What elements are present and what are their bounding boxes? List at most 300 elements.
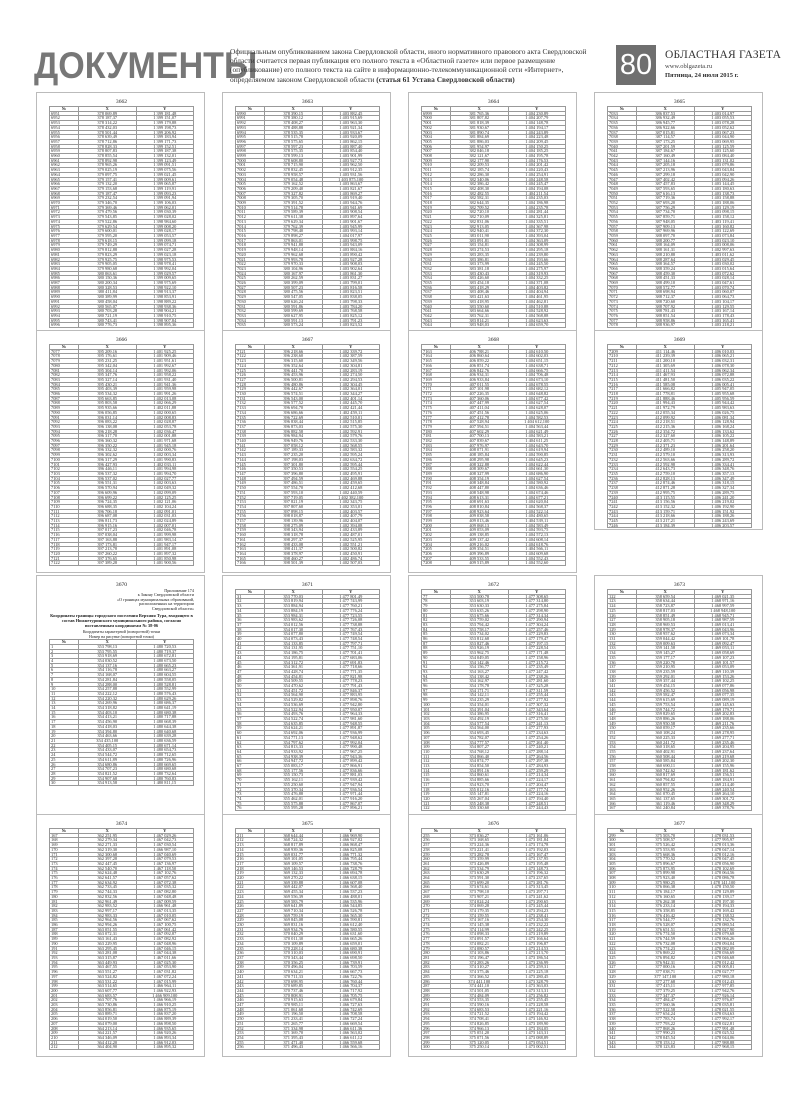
x-coordinate: 379 925,75 xyxy=(79,257,137,262)
y-coordinate: 1 473 194,42 xyxy=(508,1012,566,1017)
y-coordinate: 1 402 440,59 xyxy=(322,490,380,495)
point-number: 7060 xyxy=(608,238,637,243)
point-number: 7155 xyxy=(236,509,265,514)
y-coordinate: 1 466 488,01 xyxy=(322,894,380,899)
y-coordinate: 1 480 720,53 xyxy=(136,644,194,649)
point-number: 72 xyxy=(236,787,265,792)
y-coordinate: 1 473 242,25 xyxy=(508,927,566,932)
y-coordinate: 1 403 129,55 xyxy=(694,304,752,309)
x-coordinate: 383 948,03 xyxy=(451,323,509,328)
y-coordinate: 1 478 102,69 xyxy=(694,866,752,871)
x-coordinate: 383 091,81 xyxy=(451,238,509,243)
x-coordinate: 395 347,76 xyxy=(79,373,137,378)
y-coordinate: 1 469 053,11 xyxy=(694,646,752,651)
point-number: 7213 xyxy=(608,368,637,373)
x-coordinate: 397 235,20 xyxy=(265,453,323,458)
coordinates-table xyxy=(421,344,566,566)
x-coordinate: 397 017,23 xyxy=(79,528,137,533)
y-coordinate: 1 402 283,19 xyxy=(322,368,380,373)
point-number: 232 xyxy=(236,932,265,937)
y-coordinate: 1 477 943,36 xyxy=(322,754,380,759)
x-coordinate: 373 591,30 xyxy=(451,876,509,881)
point-number: 7211 xyxy=(608,359,637,364)
x-coordinate: 379 543,85 xyxy=(79,215,137,220)
y-coordinate: 1 467 046,15 xyxy=(136,946,194,951)
point-number: 7019 xyxy=(422,205,451,210)
point-number: 179 xyxy=(50,890,79,895)
x-coordinate: 408 810,84 xyxy=(451,504,509,509)
y-coordinate: 1 480 640,68 xyxy=(136,729,194,734)
y-coordinate: 1 467 030,54 xyxy=(136,843,194,848)
point-number: 7147 xyxy=(236,471,265,476)
point-number: 224 xyxy=(236,894,265,899)
y-coordinate: 1 405 944,42 xyxy=(694,401,752,406)
y-coordinate: 1 399 152,51 xyxy=(136,144,194,149)
x-coordinate: 376 160,65 xyxy=(637,894,695,899)
y-coordinate: 1 404 176,53 xyxy=(508,158,566,163)
x-coordinate: 369 710,34 xyxy=(265,908,323,913)
y-coordinate: 1 401 951,61 xyxy=(136,359,194,364)
point-number: 226 xyxy=(236,904,265,909)
y-coordinate: 1 473 313,45 xyxy=(508,885,566,890)
document-box xyxy=(594,814,763,1057)
point-number: 220 xyxy=(236,876,265,881)
y-coordinate: 1 477 748,54 xyxy=(322,637,380,642)
x-coordinate: 378 432,03 xyxy=(79,125,137,130)
y-coordinate: 1 477 177,74 xyxy=(508,787,566,792)
point-number: 33 xyxy=(236,604,265,609)
point-number: 7220 xyxy=(608,401,637,406)
point-number: 230 xyxy=(236,923,265,928)
x-coordinate: 378 832,45 xyxy=(265,168,323,173)
y-coordinate: 1 398 984,60 xyxy=(136,219,194,224)
point-number: 7091 xyxy=(50,415,79,420)
x-coordinate: 354 885,66 xyxy=(451,778,509,783)
x-coordinate: 412 759,10 xyxy=(637,471,695,476)
x-coordinate: 388 359,24 xyxy=(637,266,695,271)
point-number: 5 xyxy=(50,663,79,668)
x-coordinate: 375 980,25 xyxy=(637,880,695,885)
y-coordinate: 1 404 590,85 xyxy=(508,453,566,458)
x-coordinate: 377 147,100 xyxy=(637,974,695,979)
y-coordinate: 1 467 044,38 xyxy=(136,951,194,956)
x-coordinate: 353 795,55 xyxy=(79,649,137,654)
x-coordinate: 354 544,72 xyxy=(79,753,137,758)
x-coordinate: 359 009,63 xyxy=(637,641,695,646)
point-number: 298 xyxy=(422,1035,451,1040)
y-coordinate: 1 402 579,76 xyxy=(322,434,380,439)
x-coordinate: 359 141,58 xyxy=(637,646,695,651)
x-coordinate: 377 038,71 xyxy=(637,970,695,975)
point-number: 7110 xyxy=(50,504,79,509)
point-number: 7012 xyxy=(236,215,265,220)
y-coordinate: 1 467 031,82 xyxy=(136,970,194,975)
x-coordinate: 354 821,52 xyxy=(79,771,137,776)
y-coordinate: 1 473 241,62 xyxy=(508,894,566,899)
y-coordinate: 1 469 156,51 xyxy=(694,773,752,778)
y-coordinate: 1 469 077,86 xyxy=(694,684,752,689)
point-number: 6983 xyxy=(50,262,79,267)
y-coordinate: 1 398 978,41 xyxy=(136,262,194,267)
column-header: X xyxy=(637,829,695,834)
y-coordinate: 1 467 015,99 xyxy=(136,979,194,984)
point-number: 222 xyxy=(236,885,265,890)
point-number: 7154 xyxy=(236,504,265,509)
x-coordinate: 378 715,90 xyxy=(265,163,323,168)
x-coordinate: 397 376,65 xyxy=(79,556,137,561)
point-number: 138 xyxy=(608,669,637,674)
page-number: 80 xyxy=(616,45,656,85)
x-coordinate: 395 342,04 xyxy=(79,363,137,368)
y-coordinate: 1 469 013,41 xyxy=(694,622,752,627)
y-coordinate: 1 402 487,01 xyxy=(322,533,380,538)
point-number: 6973 xyxy=(50,215,79,220)
x-coordinate: 354 454,81 xyxy=(265,674,323,679)
y-coordinate: 1 403 831,27 xyxy=(322,276,380,281)
point-number: 7037 xyxy=(608,130,637,135)
y-coordinate: 1 469 219,68 xyxy=(694,754,752,759)
y-coordinate: 1 403 908,03 xyxy=(322,262,380,267)
y-coordinate: 1 477 718,66 xyxy=(322,665,380,670)
point-number: 7145 xyxy=(236,462,265,467)
point-number: 191 xyxy=(50,946,79,951)
x-coordinate: 362 279,34 xyxy=(79,838,137,843)
y-coordinate: 1 469 278,95 xyxy=(694,731,752,736)
point-number: 25 xyxy=(50,757,79,762)
y-coordinate: 1 402 407,79 xyxy=(322,514,380,519)
point-number: 337 xyxy=(608,1012,637,1017)
point-number: 7222 xyxy=(608,410,637,415)
point-number: 310 xyxy=(608,885,637,890)
x-coordinate: 364 412,20 xyxy=(79,1040,137,1045)
point-number: 7137 xyxy=(236,424,265,429)
x-coordinate: 355 162,11 xyxy=(265,778,323,783)
point-number: 7104 xyxy=(50,476,79,481)
x-coordinate: 376 651,51 xyxy=(637,927,695,932)
point-number: 212 xyxy=(236,838,265,843)
point-number: 7026 xyxy=(236,281,265,286)
x-coordinate: 362 832,56 xyxy=(79,894,137,899)
point-number: 7067 xyxy=(608,271,637,276)
y-coordinate: 1 480 671,14 xyxy=(136,743,194,748)
y-coordinate: 1 478 194,33 xyxy=(694,904,752,909)
x-coordinate: 370 711,33 xyxy=(265,974,323,979)
point-number: 343 xyxy=(608,1040,637,1045)
y-coordinate: 1 477 723,55 xyxy=(322,613,380,618)
point-number: 7136 xyxy=(236,420,265,425)
x-coordinate: 362 983,52 xyxy=(79,904,137,909)
x-coordinate: 381 807,82 xyxy=(451,116,509,121)
point-number: 6969 xyxy=(50,196,79,201)
x-coordinate: 378 488,88 xyxy=(265,125,323,130)
x-coordinate: 379 522,86 xyxy=(79,219,137,224)
point-number: 7038 xyxy=(608,135,637,140)
y-coordinate: 1 402 382,100 xyxy=(322,495,380,500)
y-coordinate: 1 466 705,75 xyxy=(322,993,380,998)
point-number: 9 xyxy=(50,682,79,687)
point-number: 6976 xyxy=(50,229,79,234)
point-number: 92 xyxy=(422,665,451,670)
point-number: 253 xyxy=(236,1031,265,1036)
y-coordinate: 1 405 947,05 xyxy=(694,387,752,392)
point-number: 7128 xyxy=(236,382,265,387)
column-header: X xyxy=(265,345,323,350)
point-number: 78 xyxy=(422,599,451,604)
y-coordinate: 1 403 993,14 xyxy=(322,229,380,234)
document-number: 3668 xyxy=(487,337,500,343)
x-coordinate: 362 961,49 xyxy=(79,899,137,904)
y-coordinate: 1 466 612,40 xyxy=(322,923,380,928)
y-coordinate: 1 404 677,42 xyxy=(508,396,566,401)
x-coordinate: 371 196,50 xyxy=(265,1012,323,1017)
y-coordinate: 1 469 107,23 xyxy=(694,655,752,660)
point-number: 7010 xyxy=(236,205,265,210)
point-number: 7018 xyxy=(422,201,451,206)
x-coordinate: 354 077,80 xyxy=(265,632,323,637)
x-coordinate: 396 350,22 xyxy=(79,443,137,448)
point-number: 311 xyxy=(608,890,637,895)
x-coordinate: 379 600,01 xyxy=(79,229,137,234)
y-coordinate: 1 477 939,42 xyxy=(322,778,380,783)
point-number: 7038 xyxy=(422,295,451,300)
point-number: 44 xyxy=(236,655,265,660)
y-coordinate: 1 402 053,78 xyxy=(136,424,194,429)
x-coordinate: 408 548,98 xyxy=(451,490,509,495)
x-coordinate: 388 287,64 xyxy=(637,257,695,262)
y-coordinate: 1 402 024,89 xyxy=(136,519,194,524)
point-number: 12 xyxy=(50,696,79,701)
y-coordinate: 1 406 219,02 xyxy=(694,500,752,505)
y-coordinate: 1 398 922,10 xyxy=(136,285,194,290)
point-number: 213 xyxy=(236,843,265,848)
point-number: 196 xyxy=(50,970,79,975)
x-coordinate: 369 831,16 xyxy=(265,923,323,928)
x-coordinate: 354 854,50 xyxy=(451,764,509,769)
y-coordinate: 1 477 760,21 xyxy=(322,604,380,609)
point-number: 7015 xyxy=(236,229,265,234)
x-coordinate: 363 707,76 xyxy=(79,998,137,1003)
x-coordinate: 374 069,28 xyxy=(451,904,509,909)
x-coordinate: 408 613,31 xyxy=(451,495,509,500)
point-number: 7197 xyxy=(422,509,451,514)
x-coordinate: 383 283,35 xyxy=(451,252,509,257)
x-coordinate: 382 644,35 xyxy=(451,201,509,206)
y-coordinate: 1 404 207,79 xyxy=(508,116,566,121)
point-number: 102 xyxy=(422,712,451,717)
x-coordinate: 369 031,77 xyxy=(265,852,323,857)
y-coordinate: 1 406 148,89 xyxy=(694,439,752,444)
y-coordinate: 1 404 295,18 xyxy=(508,248,566,253)
y-coordinate: 1 401 945,18 xyxy=(136,443,194,448)
y-coordinate: 1 402 013,08 xyxy=(136,396,194,401)
x-coordinate: 371 496,43 xyxy=(265,1045,323,1050)
y-coordinate: 1 477 288,14 xyxy=(508,749,566,754)
x-coordinate: 378 712,86 xyxy=(79,139,137,144)
coordinates-table xyxy=(607,106,752,328)
y-coordinate: 1 404 528,92 xyxy=(508,309,566,314)
point-number: 65 xyxy=(236,754,265,759)
y-coordinate: 1 399 065,87 xyxy=(136,182,194,187)
y-coordinate: 1 402 412,68 xyxy=(322,486,380,491)
point-number: 7009 xyxy=(422,158,451,163)
point-number: 7008 xyxy=(236,196,265,201)
y-coordinate: 1 477 992,04 xyxy=(322,740,380,745)
y-coordinate: 1 477 261,40 xyxy=(508,740,566,745)
x-coordinate: 413 218,66 xyxy=(637,514,695,519)
x-coordinate: 362 251,95 xyxy=(79,833,137,838)
y-coordinate: 1 478 034,63 xyxy=(694,1012,752,1017)
point-number: 262 xyxy=(422,866,451,871)
y-coordinate: 1 469 101,57 xyxy=(694,660,752,665)
column-header: Y xyxy=(508,590,566,595)
point-number: 7206 xyxy=(422,551,451,556)
point-number: 7153 xyxy=(236,500,265,505)
point-number: 7051 xyxy=(608,196,637,201)
point-number: 136 xyxy=(608,660,637,665)
y-coordinate: 1 477 948,62 xyxy=(322,735,380,740)
point-number: 83 xyxy=(422,622,451,627)
y-coordinate: 1 399 009,61 xyxy=(136,177,194,182)
point-number: 206 xyxy=(50,1017,79,1022)
x-coordinate: 354 386,95 xyxy=(451,712,509,717)
y-coordinate: 1 402 036,47 xyxy=(136,429,194,434)
x-coordinate: 375 896,67 xyxy=(637,861,695,866)
y-coordinate: 1 468 987,59 xyxy=(694,618,752,623)
x-coordinate: 354 564,90 xyxy=(265,693,323,698)
document-box xyxy=(408,92,577,335)
x-coordinate: 380 458,04 xyxy=(79,299,137,304)
x-coordinate: 369 132,33 xyxy=(265,871,323,876)
point-number: 7140 xyxy=(236,439,265,444)
table-row xyxy=(236,1045,380,1050)
x-coordinate: 380 547,05 xyxy=(265,295,323,300)
y-coordinate: 1 402 091,01 xyxy=(136,509,194,514)
point-number: 7196 xyxy=(422,504,451,509)
y-coordinate: 1 477 204,47 xyxy=(508,782,566,787)
x-coordinate: 413 156,56 xyxy=(637,500,695,505)
x-coordinate: 354 116,78 xyxy=(79,668,137,673)
y-coordinate: 1 403 052,62 xyxy=(694,125,752,130)
x-coordinate: 378 597,23 xyxy=(265,144,323,149)
y-coordinate: 1 477 964,33 xyxy=(322,712,380,717)
y-coordinate: 1 477 995,97 xyxy=(694,838,752,843)
y-coordinate: 1 406 192,90 xyxy=(694,504,752,509)
x-coordinate: 377 560,36 xyxy=(637,1003,695,1008)
x-coordinate: 412 354,72 xyxy=(637,429,695,434)
point-number: 269 xyxy=(422,899,451,904)
point-number: 309 xyxy=(608,880,637,885)
point-number: 319 xyxy=(608,927,637,932)
point-number: 155 xyxy=(608,749,637,754)
x-coordinate: 397 494,59 xyxy=(265,476,323,481)
point-number: 153 xyxy=(608,740,637,745)
x-coordinate: 412 563,66 xyxy=(637,457,695,462)
point-number: 6993 xyxy=(50,309,79,314)
document-box xyxy=(594,575,763,818)
point-number: 7029 xyxy=(236,295,265,300)
point-number: 6990 xyxy=(236,111,265,116)
y-coordinate: 1 404 230,89 xyxy=(508,111,566,116)
point-number: 70 xyxy=(236,778,265,783)
y-coordinate: 1 466 568,40 xyxy=(322,885,380,890)
column-header: X xyxy=(637,590,695,595)
y-coordinate: 1 477 701,41 xyxy=(322,651,380,656)
point-number: 258 xyxy=(422,847,451,852)
point-number: 85 xyxy=(422,632,451,637)
point-number: 6994 xyxy=(50,313,79,318)
point-number: 57 xyxy=(236,716,265,721)
point-number: 148 xyxy=(608,716,637,721)
point-number: 68 xyxy=(236,768,265,773)
y-coordinate: 1 403 094,26 xyxy=(694,177,752,182)
x-coordinate: 396 577,52 xyxy=(265,401,323,406)
point-number: 203 xyxy=(50,1003,79,1008)
y-coordinate: 1 477 683,06 xyxy=(322,655,380,660)
y-coordinate: 1 469 204,95 xyxy=(694,745,752,750)
x-coordinate: 379 905,05 xyxy=(79,262,137,267)
y-coordinate: 1 466 739,91 xyxy=(322,960,380,965)
x-coordinate: 370 310,03 xyxy=(265,951,323,956)
x-coordinate: 360 508,44 xyxy=(637,754,695,759)
point-number: 333 xyxy=(608,993,637,998)
y-coordinate: 1 401 992,67 xyxy=(136,363,194,368)
y-coordinate: 1 466 704,37 xyxy=(322,984,380,989)
point-number: 332 xyxy=(608,988,637,993)
point-number: 7029 xyxy=(422,252,451,257)
point-number: 91 xyxy=(422,660,451,665)
y-coordinate: 1 402 495,91 xyxy=(322,471,380,476)
y-coordinate: 1 478 035,81 xyxy=(694,1003,752,1008)
y-coordinate: 1 473 143,31 xyxy=(508,1031,566,1036)
y-coordinate: 1 401 947,17 xyxy=(136,542,194,547)
column-header: X xyxy=(79,829,137,834)
y-coordinate: 1 402 033,11 xyxy=(136,462,194,467)
y-coordinate: 1 477 228,54 xyxy=(508,646,566,651)
point-number: 281 xyxy=(422,955,451,960)
point-number: 7097 xyxy=(50,443,79,448)
x-coordinate: 383 430,43 xyxy=(451,271,509,276)
point-number: 106 xyxy=(422,731,451,736)
x-coordinate: 382 710,09 xyxy=(451,215,509,220)
x-coordinate: 369 109,57 xyxy=(265,861,323,866)
x-coordinate: 380 627,95 xyxy=(265,313,323,318)
x-coordinate: 362 540,70 xyxy=(79,866,137,871)
x-coordinate: 354 456,90 xyxy=(79,720,137,725)
y-coordinate: 1 403 131,02 xyxy=(694,158,752,163)
y-coordinate: 1 402 533,30 xyxy=(322,439,380,444)
x-coordinate: 396 480,86 xyxy=(265,382,323,387)
point-number: 7093 xyxy=(50,424,79,429)
column-header: Y xyxy=(508,829,566,834)
y-coordinate: 1 469 101,78 xyxy=(694,637,752,642)
y-coordinate: 1 466 698,50 xyxy=(322,955,380,960)
x-coordinate: 396 302,62 xyxy=(79,453,137,458)
point-number: 6956 xyxy=(50,135,79,140)
y-coordinate: 1 473 214,53 xyxy=(508,946,566,951)
point-number: 124 xyxy=(608,604,637,609)
document-number: 3663 xyxy=(301,99,314,105)
x-coordinate: 411 239,39 xyxy=(637,354,695,359)
point-number: 7041 xyxy=(608,149,637,154)
point-number: 7025 xyxy=(422,233,451,238)
x-coordinate: 398 139,96 xyxy=(265,519,323,524)
point-number: 7050 xyxy=(608,191,637,196)
point-number: 316 xyxy=(608,913,637,918)
x-coordinate: 396 949,76 xyxy=(265,439,323,444)
y-coordinate: 1 399 009,65 xyxy=(136,276,194,281)
y-coordinate: 1 406 188,26 xyxy=(694,514,752,519)
point-number: 7068 xyxy=(608,276,637,281)
